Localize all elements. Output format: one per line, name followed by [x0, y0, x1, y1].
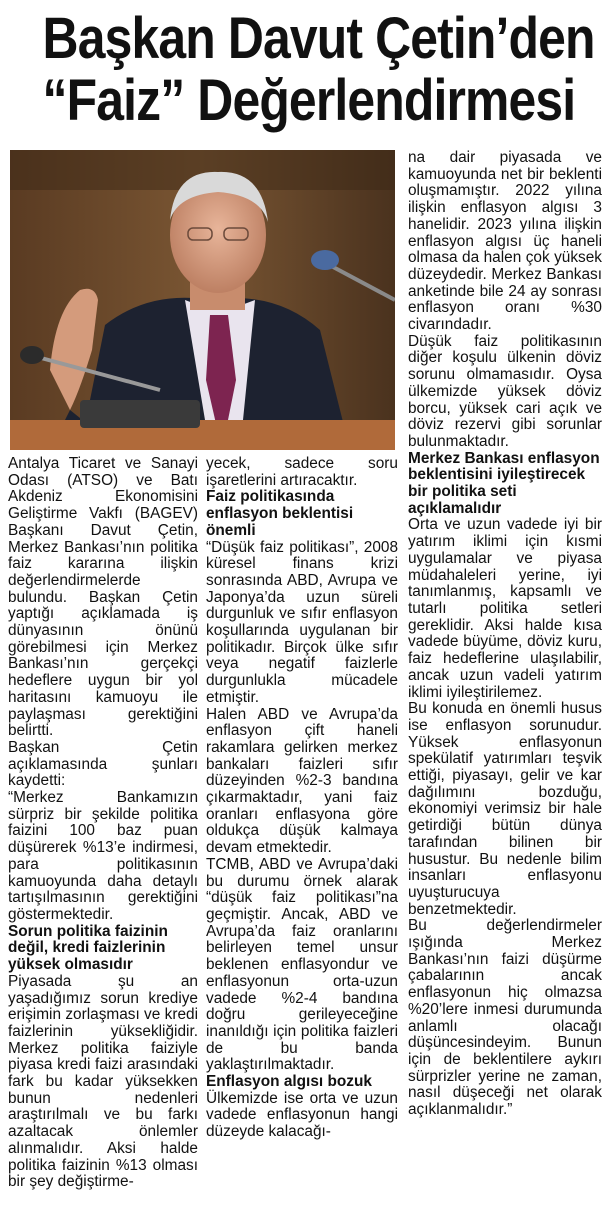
paragraph: na dair piyasada ve kamuoyunda net bir beklenti oluşmamıştır. 2022 yılına ilişkin enflasyon algısı 3 hanelidir. 2023 yılına ilişkin enflasyon algısı üç haneli olmasa da halen çok yüksek düzeydedir. Merkez Bankası anketinde bile 24 ay sonrası enflasyon oranı %30 civarındadır.	[408, 149, 602, 334]
headline	[42, 6, 595, 133]
paragraph: yecek, sadece soru işaretlerini artıracaktır.	[206, 455, 398, 489]
column-2	[206, 456, 398, 1141]
column-3	[408, 150, 602, 1119]
paragraph: “Düşük faiz politikası”, 2008 küresel finans krizi sonrasında ABD, Avrupa ve Japonya’da uzun süreli durgunluk ve sıfır enflasyon koşullarında uygulanan bir politikadır. Birçok ülke sıfır veya negatif faizlerle durgunlukla mücadele etmiştir.	[206, 538, 398, 706]
paragraph: Orta ve uzun vadede iyi bir yatırım iklimi için kısmi uygulamalar ve piyasa müdahaleleri yerine, iyi tanımlanmış, kapsamlı ve tutarlı politika setleri gereklidir. Aksi halde kısa vadede büyüme, döviz kuru, faiz hedeflerine ulaşılabilir, ancak uzun vadeli yatırım iklimi iyileştirilemez.	[408, 516, 602, 701]
subheading: Merkez Bankası enflasyon beklentisini iyileştirecek bir politika seti açıklamalıdır	[408, 449, 600, 517]
speaker-portrait-illustration	[10, 150, 395, 450]
paragraph: Piyasada şu an yaşadığımız sorun krediye erişimin zorlaşması ve kredi faizlerinin yüksekliğidir. Merkez politika faiziyle piyasa kredi faizi arasındaki fark bu kadar yüksekken bunun nedenleri araştırılmalı ve bu farkı azaltacak önlemler alınmalıdır. Aksi halde politika faizinin %13 olması bir şey değiştirme-	[8, 972, 198, 1191]
headline-line-1: Başkan Davut Çetin’den	[42, 6, 595, 71]
paragraph: Başkan Çetin açıklamasında şunları kaydetti:	[8, 738, 198, 790]
paragraph: Halen ABD ve Avrupa’da enflasyon çift haneli rakamlara gelirken merkez bankaları faizleri sıfır düzeyinden %2-3 bandına çıkarmaktadır, yani faiz oranları enflasyona göre oldukça düşük kalmaya devam etmektedir.	[206, 705, 398, 857]
paragraph: Bu konuda en önemli husus ise enflasyon sorunudur. Yüksek enflasyonun spekülatif yatırımları teşvik ettiği, piyasayı, gelir ve kar dağılımını bozduğu, ekonomiyi verimsiz bir hale getirdiği bütün dünya tarafından bilinen bir husustur. Bu nedenle bilim insanları enflasyonu uyuşturucuya benzetmektedir.	[408, 700, 602, 918]
subheading: Sorun politika faizinin değil, kredi faizlerinin yüksek olmasıdır	[8, 922, 168, 974]
article-photo	[10, 150, 395, 450]
paragraph: “Merkez Bankamızın sürpriz bir şekilde politika faizini 100 baz puan düşürerek %13’e indirmesi, para politikasının kamuoyunda daha detaylı tartışılmasının gerektiğini göstermektedir.	[8, 789, 198, 923]
paragraph: Ülkemizde ise orta ve uzun vadede enflasyonun hangi düzeyde kalacağı-	[206, 1089, 398, 1141]
paragraph: Antalya Ticaret ve Sanayi Odası (ATSO) ve Batı Akdeniz Ekonomisini Geliştirme Vakfı (BAGEV) Başkanı Davut Çetin, Merkez Bankası’nın politika faiz kararına ilişkin değerlendirmelerde bulundu. Başkan Çetin yaptığı açıklamada iş dünyasının önünü görebilmesi için Merkez Bankası’nın gerçekçi hedeflere uygun bir yol haritasını kamuoyu ile paylaşması gerektiğini belirtti.	[8, 455, 198, 740]
subheading: Faiz politikasında enflasyon beklentisi önemli	[206, 488, 354, 539]
column-1	[8, 456, 198, 1191]
paragraph: TCMB, ABD ve Avrupa’daki bu durumu örnek alarak “düşük faiz politikası”na geçmiştir. Ancak, ABD ve Avrupa’da faiz oranlarını belirleyen temel unsur beklenen enflasyondur ve enflasyonun orta-uzun vadede %2-4 bandına doğru gerileyeceğine inanıldığı için politika faizleri de bu banda yaklaştırılmaktadır.	[206, 855, 398, 1074]
headline-line-2: “Faiz” Değerlendirmesi	[42, 68, 576, 133]
paragraph: Bu değerlendirmeler ışığında Merkez Bankası’nın faizi düşürme çabalarının ancak enflasyonun hiç olmazsa %20’lere inmesi durumunda anlamlı olacağı düşüncesindeyim. Bunun için de beklentilere aykırı sürprizler yerine ne zaman, nasıl düşeceği net olarak açıklanmalıdır.”	[408, 917, 602, 1119]
paragraph: Düşük faiz politikasının diğer koşulu ülkenin döviz sorunu olmamasıdır. Oysa ülkemizde yüksek döviz borcu, yüksek cari açık ve döviz rezervi gibi sorunlar bulunmaktadır.	[408, 332, 602, 450]
subheading: Enflasyon algısı bozuk	[206, 1073, 372, 1091]
